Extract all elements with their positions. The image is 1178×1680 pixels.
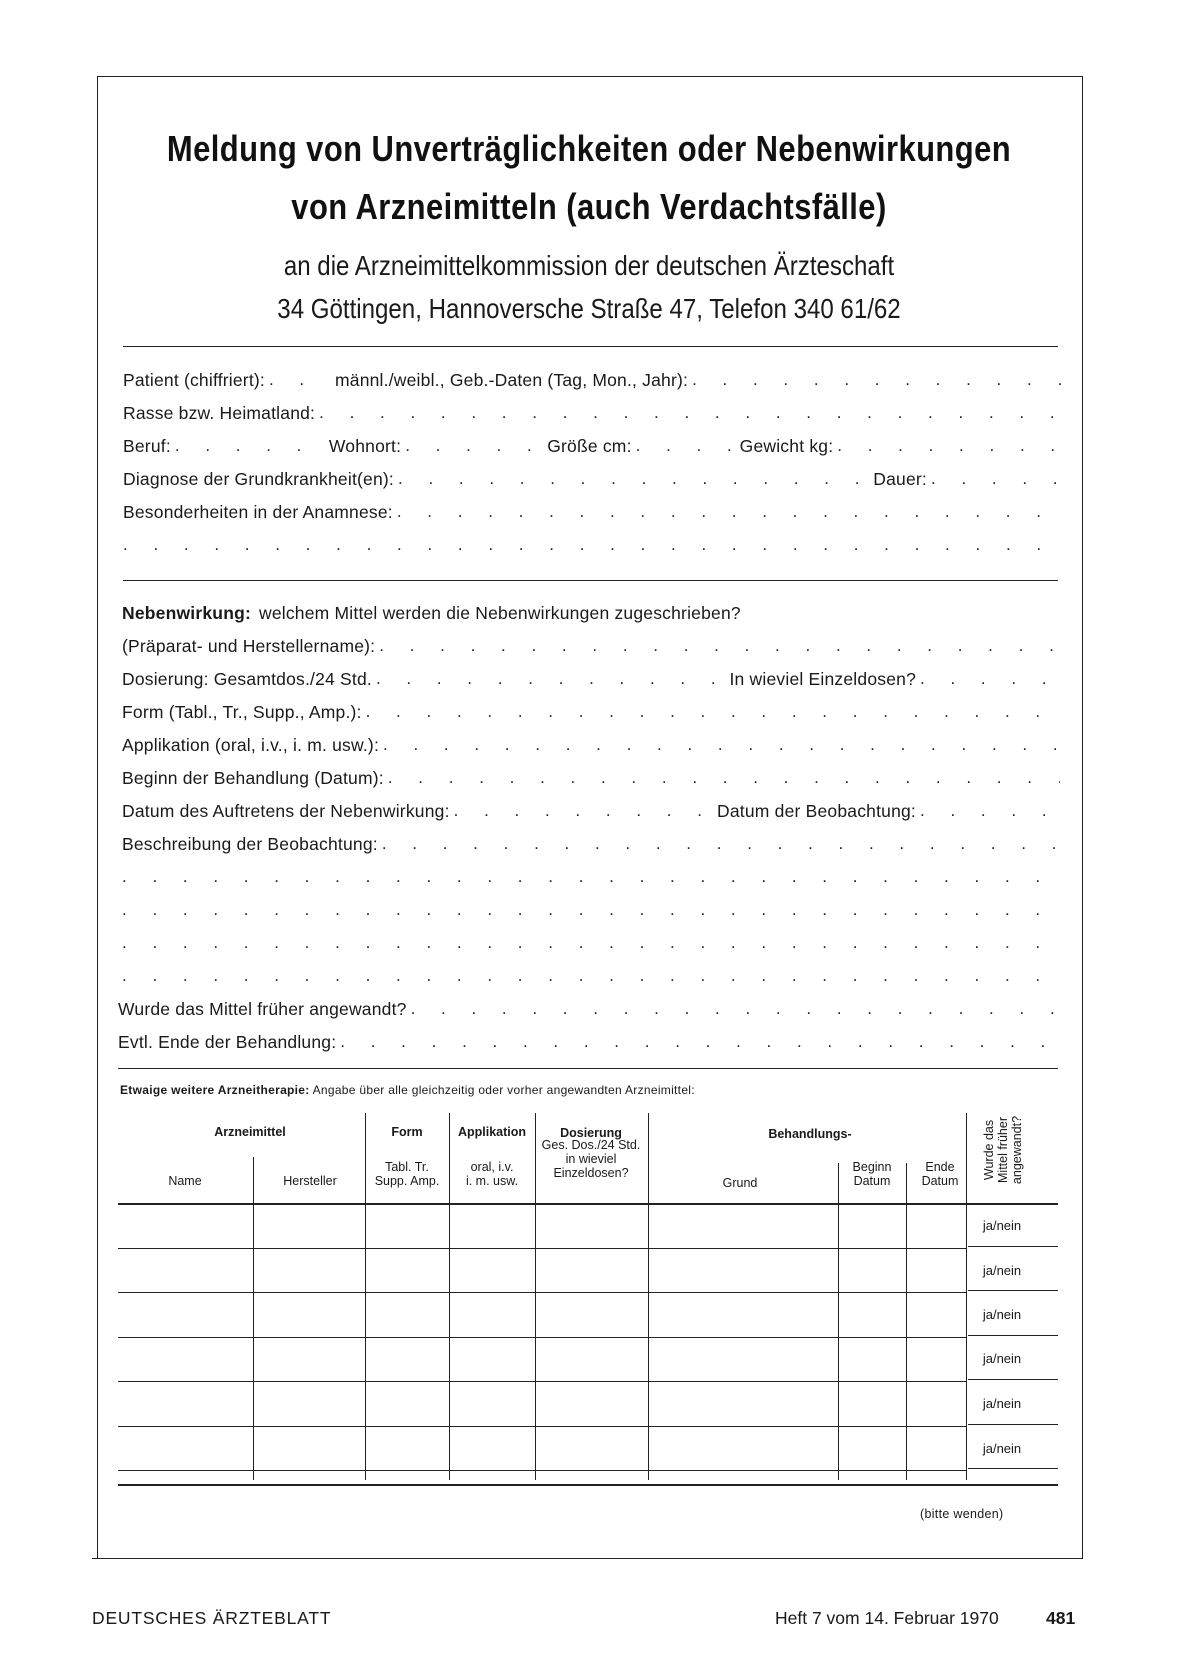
issue-info: Heft 7 vom 14. Februar 1970: [775, 1608, 999, 1628]
observation-date-field[interactable]: [920, 799, 1060, 823]
description-label: Beschreibung der Beobachtung:: [122, 834, 378, 854]
end-date-field[interactable]: [340, 1030, 1056, 1054]
table-row-divider: [118, 1381, 966, 1382]
dosage-form-field[interactable]: [366, 700, 1060, 724]
col-dosierung-sub-3: Einzeldosen?: [553, 1166, 629, 1180]
therapy-note: [120, 1083, 695, 1097]
observation-date-label: Datum der Beobachtung:: [717, 801, 916, 821]
description-line: [122, 865, 1060, 889]
table-bottom-rule: [118, 1484, 1058, 1486]
table-column-divider: [253, 1157, 254, 1480]
table-column-divider: [906, 1163, 907, 1480]
used-before-cell[interactable]: ja/nein: [982, 1218, 1022, 1233]
job-row: [123, 434, 1061, 458]
application-label: Applikation (oral, i.v., i. m. usw.):: [122, 735, 380, 755]
col-grund: Grund: [722, 1176, 758, 1190]
col-form-sub-1: Tabl. Tr.: [385, 1160, 429, 1174]
description-continuation-field[interactable]: [122, 931, 1060, 955]
turn-over-note: (bitte wenden): [920, 1507, 1004, 1521]
col-ende-datum: Datum: [921, 1174, 959, 1188]
col-dosierung-sub-2: in wieviel: [565, 1152, 617, 1166]
table-column-divider: [535, 1113, 536, 1480]
start-date-field[interactable]: [388, 766, 1060, 790]
weight-field[interactable]: [837, 434, 1061, 458]
page-number: 481: [1046, 1608, 1076, 1628]
application-row: [122, 733, 1060, 757]
col-used-before-line-2: Mittel früher: [996, 1117, 1010, 1183]
anamnesis-field[interactable]: [397, 500, 1061, 524]
table-row-divider: [968, 1379, 1058, 1380]
used-before-cell[interactable]: ja/nein: [982, 1441, 1022, 1456]
onset-row: [122, 799, 1060, 823]
birth-date-field[interactable]: [692, 368, 1061, 392]
used-before-field[interactable]: [411, 997, 1056, 1021]
therapy-note-text: Angabe über alle gleichzeitig oder vorher angewandten Arzneimittel:: [312, 1083, 695, 1097]
race-field[interactable]: [319, 401, 1061, 425]
dosage-field[interactable]: [376, 667, 726, 691]
weight-label: Gewicht kg:: [739, 436, 834, 456]
table-row-divider: [118, 1470, 966, 1471]
used-before-cell[interactable]: ja/nein: [982, 1396, 1022, 1411]
col-form: Form: [391, 1125, 423, 1139]
description-line: [122, 898, 1060, 922]
used-before-cell[interactable]: ja/nein: [982, 1351, 1022, 1366]
diagnosis-label: Diagnose der Grundkrankheit(en):: [123, 469, 394, 489]
col-beginn-datum: Datum: [853, 1174, 891, 1188]
divider: [118, 1068, 1058, 1069]
duration-label: Dauer:: [873, 469, 927, 489]
table-header-rule: [118, 1203, 1058, 1205]
table-row-divider: [968, 1290, 1058, 1291]
col-applikation-sub-2: i. m. usw.: [465, 1174, 519, 1188]
residence-label: Wohnort:: [328, 436, 402, 456]
onset-date-field[interactable]: [454, 799, 713, 823]
used-before-cell[interactable]: ja/nein: [982, 1263, 1022, 1278]
used-before-label: Wurde das Mittel früher angewandt?: [118, 999, 407, 1019]
therapy-note-heading: Etwaige weitere Arzneitherapie:: [120, 1083, 310, 1097]
side-effect-question: welchem Mittel werden die Nebenwirkungen zugeschrieben?: [259, 603, 741, 623]
col-arzneimittel: Arzneimittel: [214, 1125, 286, 1139]
form-title-line-1: Meldung von Unverträglichkeiten oder Nebenwirkungen: [166, 128, 1012, 169]
onset-label: Datum des Auftretens der Nebenwirkung:: [122, 801, 450, 821]
diagnosis-row: [123, 467, 1061, 491]
col-name: Name: [168, 1174, 202, 1188]
form-frame-bottom: [92, 1558, 1082, 1559]
col-behandlungs: Behandlungs-: [768, 1127, 852, 1141]
residence-field[interactable]: [405, 434, 543, 458]
description-continuation-field[interactable]: [122, 865, 1060, 889]
patient-label: Patient (chiffriert):: [123, 370, 265, 390]
description-continuation-field[interactable]: [122, 898, 1060, 922]
col-beginn: Beginn: [852, 1160, 892, 1174]
col-used-before-line-3: angewandt?: [1010, 1115, 1024, 1185]
dosage-label: Dosierung: Gesamtdos./24 Std.: [122, 669, 372, 689]
patient-code-field[interactable]: [269, 368, 331, 392]
anamnesis-continuation-row: [123, 533, 1061, 557]
address-line: 34 Göttingen, Hannoversche Straße 47, Telefon 340 61/62: [277, 293, 901, 324]
height-field[interactable]: [636, 434, 736, 458]
col-form-sub-2: Supp. Amp.: [374, 1174, 440, 1188]
table-row-divider: [118, 1426, 966, 1427]
table-row-divider: [118, 1248, 966, 1249]
recipient-line: an die Arzneimittelkommission der deutschen Ärzteschaft: [283, 250, 895, 281]
col-used-before: [968, 1110, 1038, 1190]
col-ende: Ende: [925, 1160, 955, 1174]
patient-row: [123, 368, 1061, 392]
single-doses-label: In wieviel Einzeldosen?: [729, 669, 916, 689]
col-dosierung: Dosierung: [560, 1126, 622, 1140]
form-title-line-2: von Arzneimitteln (auch Verdachtsfälle): [291, 186, 887, 227]
dosage-form-label: Form (Tabl., Tr., Supp., Amp.):: [122, 702, 362, 722]
start-label: Beginn der Behandlung (Datum):: [122, 768, 384, 788]
table-row-divider: [968, 1424, 1058, 1425]
col-applikation-sub-1: oral, i.v.: [470, 1160, 514, 1174]
product-field[interactable]: [379, 634, 1060, 658]
table-row-divider: [968, 1246, 1058, 1247]
end-row: [118, 1030, 1056, 1054]
product-label: (Präparat- und Herstellername):: [122, 636, 376, 656]
description-continuation-field[interactable]: [122, 964, 1060, 988]
journal-name: DEUTSCHES ÄRZTEBLATT: [92, 1608, 332, 1628]
product-row: [122, 634, 1060, 658]
col-hersteller: Hersteller: [283, 1174, 337, 1188]
start-row: [122, 766, 1060, 790]
duration-field[interactable]: [931, 467, 1061, 491]
height-label: Größe cm:: [547, 436, 632, 456]
table-column-divider: [449, 1113, 450, 1480]
divider: [123, 580, 1058, 581]
sex-birth-label: männl./weibl., Geb.-Daten (Tag, Mon., Jahr):: [334, 370, 689, 390]
col-used-before-line-1: Wurde das: [982, 1119, 996, 1181]
used-before-row: [118, 997, 1056, 1021]
col-applikation: Applikation: [457, 1125, 527, 1139]
dosage-row: [122, 667, 1060, 691]
job-label: Beruf:: [123, 436, 171, 456]
side-effect-heading: Nebenwirkung:: [122, 603, 251, 623]
description-field[interactable]: [382, 832, 1060, 856]
description-line: [122, 964, 1060, 988]
form-row: [122, 700, 1060, 724]
anamnesis-label: Besonderheiten in der Anamnese:: [123, 502, 393, 522]
job-field[interactable]: [175, 434, 325, 458]
table-row-divider: [968, 1468, 1058, 1469]
diagnosis-field[interactable]: [398, 467, 869, 491]
table-row-divider: [118, 1292, 966, 1293]
description-line: [122, 931, 1060, 955]
single-doses-field[interactable]: [920, 667, 1060, 691]
side-effect-question-row: [122, 601, 1060, 625]
anamnesis-row: [123, 500, 1061, 524]
col-dosierung-sub-1: Ges. Dos./24 Std.: [541, 1138, 641, 1152]
table-row-divider: [118, 1337, 966, 1338]
table-column-divider: [648, 1113, 649, 1480]
end-label: Evtl. Ende der Behandlung:: [118, 1032, 337, 1052]
table-column-divider: [966, 1113, 967, 1480]
divider: [123, 346, 1058, 347]
description-row: [122, 832, 1060, 856]
table-column-divider: [838, 1163, 839, 1480]
application-field[interactable]: [383, 733, 1060, 757]
table-column-divider: [365, 1113, 366, 1480]
anamnesis-continuation-field[interactable]: [123, 533, 1061, 557]
race-row: [123, 401, 1061, 425]
used-before-cell[interactable]: ja/nein: [982, 1307, 1022, 1322]
race-label: Rasse bzw. Heimatland:: [123, 403, 316, 423]
table-row-divider: [968, 1335, 1058, 1336]
